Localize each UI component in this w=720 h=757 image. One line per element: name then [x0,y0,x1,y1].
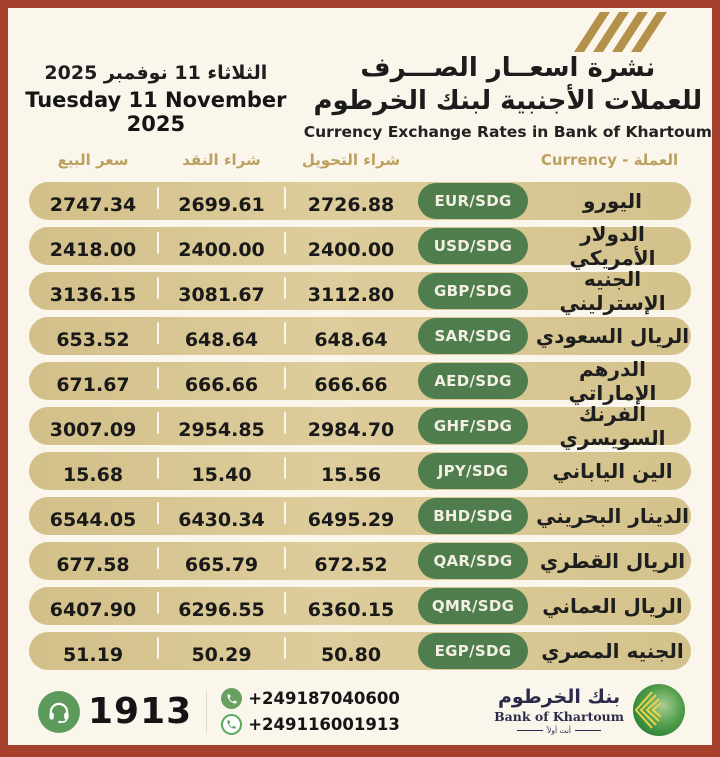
column-header-cash-buy: شراء النقد [182,150,261,169]
currency-name-arabic: الين الياباني [552,458,673,483]
title-block [304,52,712,141]
phone-list [221,688,400,735]
transfer-buy-value: 672.52 [314,554,388,577]
currency-code-badge: QAR/SDG [418,543,528,579]
sell-price-value: 3136.15 [49,284,137,307]
rate-row [29,221,691,270]
bank-name-english: Bank of Khartoum [494,709,624,725]
rate-row [29,452,691,490]
sell-price-value: 677.58 [56,554,130,577]
cash-buy-value: 666.66 [184,374,259,397]
rates-table-body [8,182,712,670]
sell-price-value: 671.67 [56,374,130,397]
cash-buy-value: 50.29 [191,644,252,667]
call-center-group [38,691,192,733]
rate-row [29,182,691,220]
rate-row [29,266,691,315]
phone-line [221,688,400,709]
bulletin-content [8,8,712,745]
currency-code-badge: QMR/SDG [418,588,528,624]
currency-code-badge: BHD/SDG [418,498,528,534]
cash-buy-value: 2400.00 [178,239,265,262]
headset-icon [38,691,80,733]
whatsapp-icon [221,714,242,735]
title-line-1: نشرة اسعــار الصـــرف [360,53,656,83]
currency-name-arabic: الجنيه الإسترليني [559,266,666,315]
rate-row [29,356,691,405]
cash-buy-value: 648.64 [184,329,259,352]
rate-row [29,401,691,450]
phone-number: +249187040600 [248,689,400,709]
currency-name-arabic: الريال السعودي [535,323,690,348]
currency-name-arabic: اليورو [582,188,642,213]
column-header-sell: سعر البيع [57,150,129,169]
currency-name-arabic: الريال القطري [539,548,686,573]
currency-name-arabic: الفرنك السويسري [559,401,666,450]
currency-name-arabic: الدولار الأمريكي [569,221,656,270]
table-column-headers [29,147,691,173]
transfer-buy-value: 2726.88 [307,194,395,217]
sell-price-value: 2747.34 [49,194,137,217]
currency-code-badge: AED/SDG [418,363,528,399]
footer-divider [206,691,207,733]
bank-name-arabic: بنك الخرطوم [498,686,621,709]
sell-price-value: 6407.90 [49,599,137,622]
currency-code-badge: SAR/SDG [418,318,528,354]
currency-name-arabic: الريال العماني [542,593,683,618]
currency-code-badge: GHF/SDG [418,408,528,444]
sell-price-value: 3007.09 [49,419,137,442]
rate-row [29,632,691,670]
column-header-transfer-buy: شراء التحويل [301,150,401,169]
sell-price-value: 2418.00 [49,239,137,262]
currency-name-arabic: الدرهم الإماراتي [568,356,657,405]
cash-buy-value: 2699.61 [178,194,265,217]
bank-logo-text [494,688,624,735]
currency-code-badge: EUR/SDG [418,183,528,219]
currency-name-arabic: الدينار البحريني [536,503,689,528]
call-center-number: 1913 [88,691,193,733]
gold-stripes-decoration [587,12,654,52]
rate-row [29,587,691,625]
currency-code-badge: GBP/SDG [418,273,528,309]
currency-code-badge: USD/SDG [418,228,528,264]
transfer-buy-value: 6495.29 [307,509,395,532]
sell-price-value: 6544.05 [49,509,137,532]
sell-price-value: 51.19 [62,644,124,667]
footer [38,680,686,744]
bank-of-khartoum-logo [494,683,686,741]
column-header-currency: العملة - Currency [540,150,679,169]
date-arabic: الثلاثاء 11 نوفمبر 2025 [44,62,268,84]
transfer-buy-value: 2400.00 [307,239,395,262]
transfer-buy-value: 3112.80 [307,284,395,307]
whatsapp-number: +249116001913 [248,715,400,735]
transfer-buy-value: 15.56 [320,464,382,487]
cash-buy-value: 6296.55 [178,599,265,622]
currency-code-badge: EGP/SDG [418,633,528,669]
header [8,52,712,141]
rate-row [29,542,691,580]
cash-buy-value: 665.79 [184,554,259,577]
transfer-buy-value: 50.80 [320,644,382,667]
rate-row [29,317,691,355]
cash-buy-value: 2954.85 [178,419,265,442]
date-english: Tuesday 11 November 2025 [25,88,287,136]
transfer-buy-value: 6360.15 [307,599,395,622]
cash-buy-value: 15.40 [191,464,252,487]
title-line-2: للعملات الأجنبية لبنك الخرطوم [313,86,703,117]
page-title-arabic [304,52,712,119]
rate-row [29,497,691,535]
cash-buy-value: 3081.67 [178,284,265,307]
bank-globe-icon [632,683,686,741]
transfer-buy-value: 2984.70 [307,419,395,442]
currency-name-arabic: الجنيه المصري [541,638,684,663]
phone-icon [221,688,242,709]
page-subtitle-english: Currency Exchange Rates in Bank of Khartoum [303,122,712,141]
cash-buy-value: 6430.34 [178,509,265,532]
currency-code-badge: JPY/SDG [418,453,528,489]
transfer-buy-value: 648.64 [314,329,388,352]
whatsapp-line [221,714,400,735]
bank-tagline: أنت أولاً [494,726,624,735]
date-block [8,52,304,141]
sell-price-value: 653.52 [56,329,130,352]
sell-price-value: 15.68 [62,464,124,487]
transfer-buy-value: 666.66 [314,374,388,397]
